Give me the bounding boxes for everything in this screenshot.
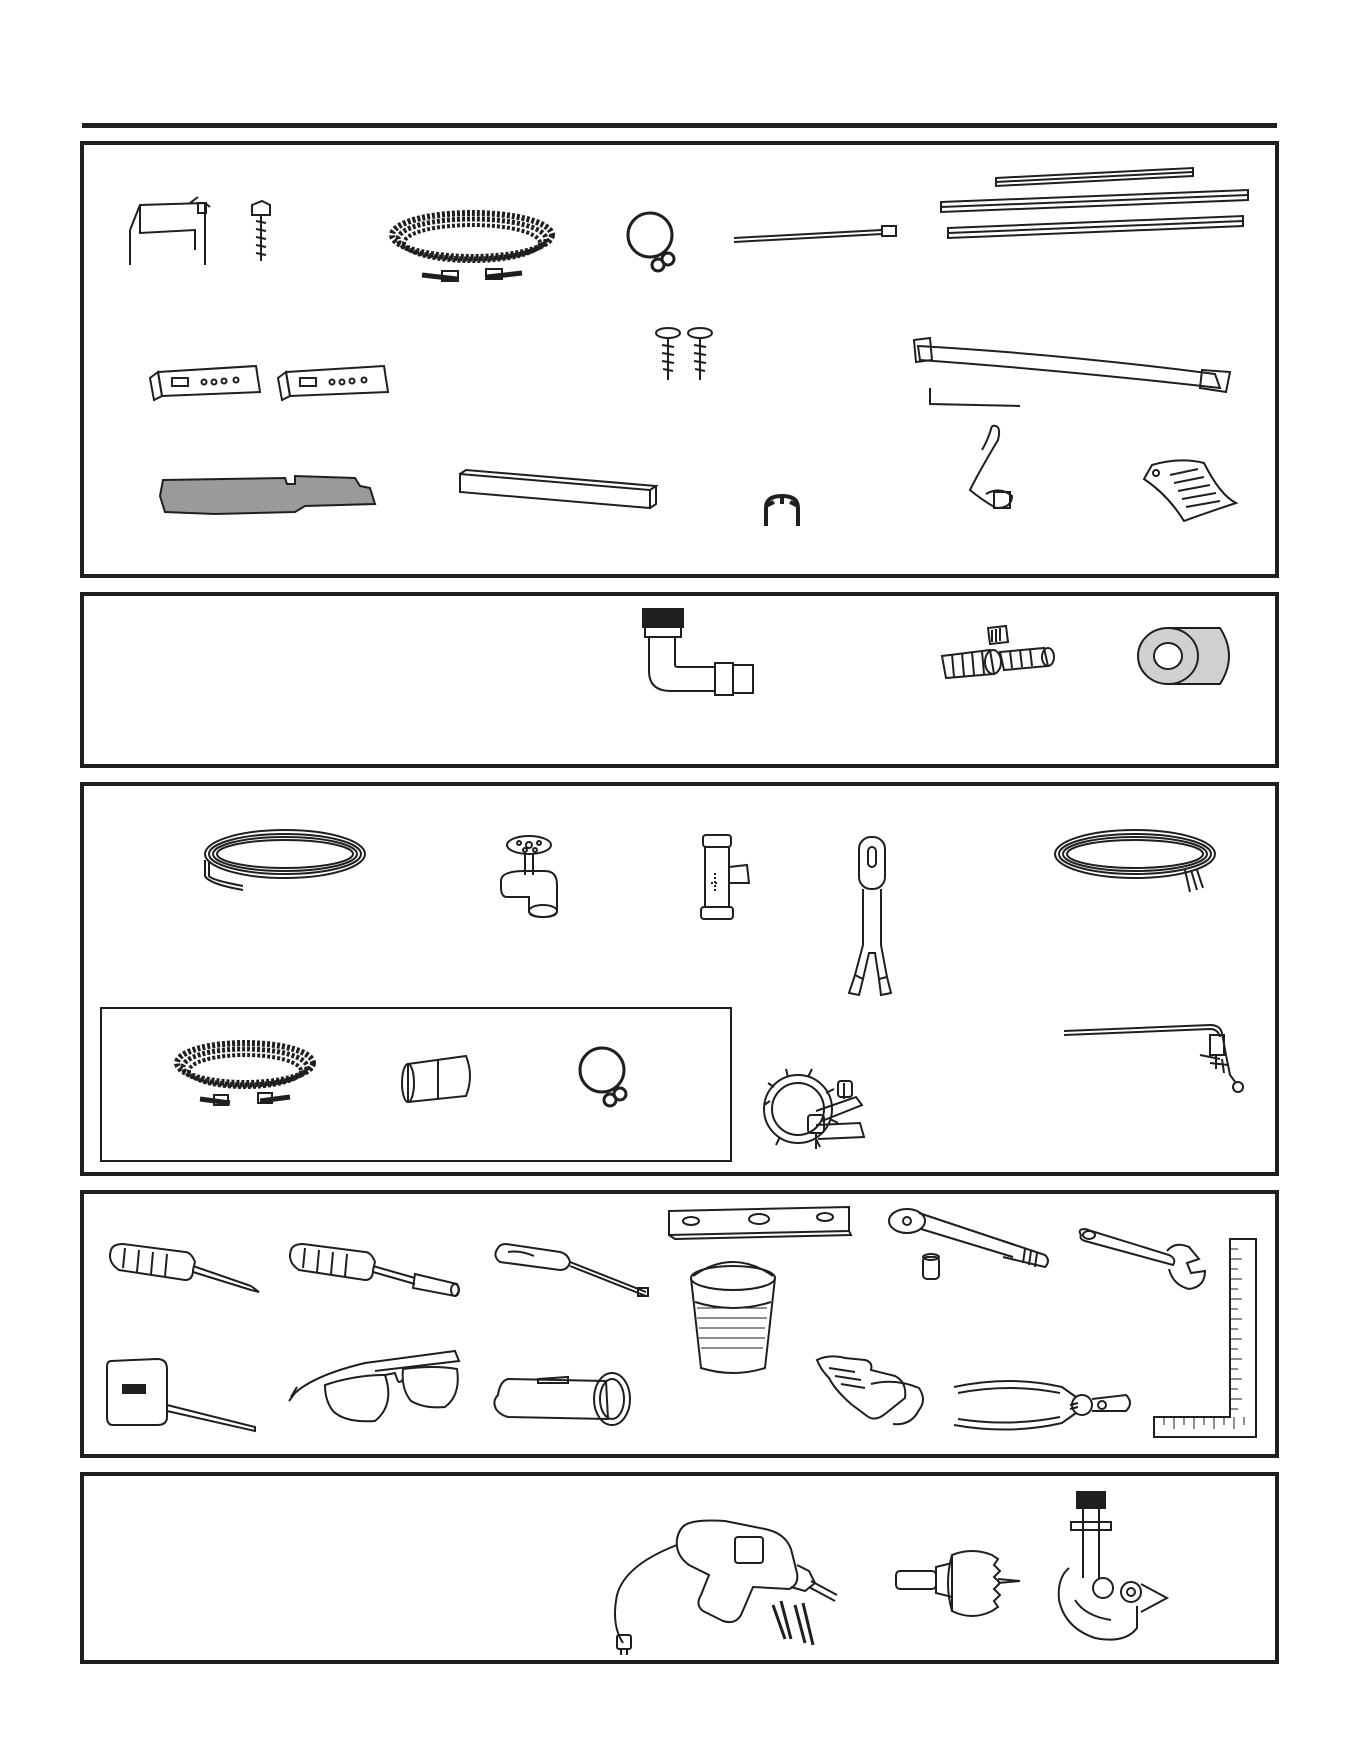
screws-icon xyxy=(648,325,718,385)
wood-block-icon xyxy=(458,468,658,518)
power-cord-icon xyxy=(1045,820,1220,905)
handle-with-hex-key-icon xyxy=(910,330,1240,415)
tubing-cutter-icon xyxy=(1055,1488,1170,1653)
power-drill-icon xyxy=(605,1515,855,1655)
hose-clamp-icon xyxy=(618,205,688,275)
work-gloves-icon xyxy=(815,1350,930,1430)
wire-nuts-icon xyxy=(938,620,1063,680)
pliers-icon xyxy=(950,1375,1135,1435)
tape-measure-icon xyxy=(105,1355,265,1435)
power-cord-with-plug-icon xyxy=(1060,1015,1260,1095)
carpenters-square-icon xyxy=(1150,1235,1260,1440)
tee-fitting-icon xyxy=(695,833,755,923)
cable-tie-icon xyxy=(732,220,902,250)
pipe-coupling-icon xyxy=(398,1050,478,1105)
header-rule xyxy=(82,123,1277,128)
carpenters-level-icon xyxy=(665,1205,855,1240)
trim-strips-icon xyxy=(938,160,1258,250)
hex-driver-icon xyxy=(490,1240,660,1310)
bracket-with-screw-icon xyxy=(120,195,280,275)
bucket-icon xyxy=(683,1258,783,1378)
junction-box-connector-icon xyxy=(760,1065,870,1155)
leveling-shim-icon xyxy=(155,470,385,520)
hole-saw-icon xyxy=(892,1545,1027,1625)
nut-driver-icon xyxy=(285,1240,465,1300)
y-drain-connector-icon xyxy=(845,835,905,995)
strap-icon xyxy=(962,420,1032,520)
hose-clamp-icon xyxy=(570,1040,640,1110)
clip-icon xyxy=(758,490,808,530)
water-supply-tubing-icon xyxy=(195,820,370,905)
instruction-sheet-icon xyxy=(1140,455,1240,525)
flashlight-icon xyxy=(488,1365,638,1435)
drain-hose-coil-icon xyxy=(170,1035,320,1115)
safety-glasses-icon xyxy=(285,1345,465,1430)
shutoff-valve-icon xyxy=(495,835,565,920)
elbow-fitting-icon xyxy=(635,605,765,705)
phillips-screwdriver-icon xyxy=(105,1240,265,1300)
socket-wrench-icon xyxy=(885,1205,1060,1295)
drain-hose-coil-icon xyxy=(382,205,562,290)
mounting-brackets-icon xyxy=(148,352,398,407)
tape-roll-icon xyxy=(1130,620,1240,690)
